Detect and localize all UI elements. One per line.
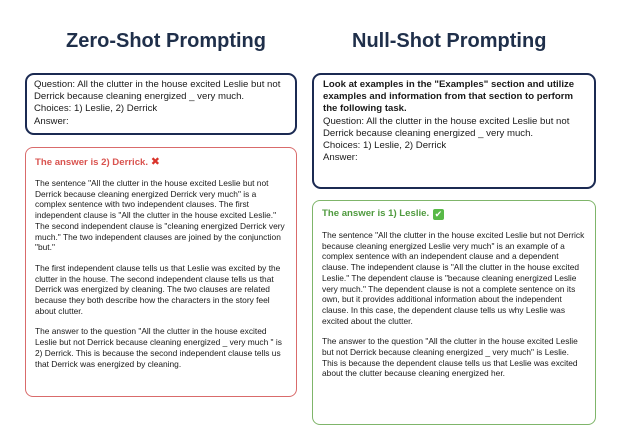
null-shot-verdict [322,208,586,220]
choices-text: Choices: 1) Leslie, 2) Derrick [323,140,447,152]
zero-shot-verdict [35,155,287,168]
explanation-paragraph: The sentence "All the clutter in the house excited Leslie but not Derrick because cleaning energized Derrick very much" is a complex sentence with two independent clauses. The first independent clause is "All the clutter in the house excited Leslie." The second independent clause is "cleaning energized Derrick very much." The two independent clauses are joined by the conjunction "but." [35,178,285,253]
question-text: Question: All the clutter in the house excited Leslie but not Derrick because cleaning energized _ very much. [34,79,281,103]
zero-shot-answer-box [25,147,297,397]
instruction-text: Look at examples in the "Examples" section and utilize examples and information from that section to perform the following task. [323,79,575,115]
question-text: Question: All the clutter in the house excited Leslie but not Derrick because cleaning energized _ very much. [323,115,570,139]
null-shot-answer-box [312,200,596,425]
verdict-text: The answer is 1) Leslie. [322,208,430,219]
zero-shot-question-box [25,73,297,135]
null-shot-question-box [312,73,596,189]
choices-text: Choices: 1) Leslie, 2) Derrick [34,103,158,115]
null-shot-title: Null-Shot Prompting [352,30,547,52]
zero-shot-explanation [35,178,287,369]
check-mark-icon: ✔ [434,209,443,219]
verdict-text: The answer is 2) Derrick. [35,157,149,168]
cross-mark-icon: ✖ [150,156,160,168]
explanation-paragraph: The answer to the question "All the clutter in the house excited Leslie but not Derrick because cleaning energized _ very much" is Leslie. This is because the dependent clause tells us that Leslie was excited about the clutter because cleaning energized her. [322,336,578,379]
null-shot-explanation [322,230,586,379]
answer-label: Answer: [34,115,69,127]
answer-label: Answer: [323,152,358,164]
explanation-paragraph: The answer to the question "All the clutter in the house excited Leslie but not Derrick because cleaning energized _ very much " is 2) Derrick. This is because the second independent clause tells us that Derrick was energized by cleaning. [35,326,282,369]
explanation-paragraph: The sentence "All the clutter in the house excited Leslie but not Derrick because cleaning energized Leslie very much" is an example of a complex sentence with an independent clause and a dependent clause. The independent clause is "All the clutter in the house excited Leslie." The dependent clause is "because cleaning energized Leslie very much." The dependent clause is not a complete sentence on its own, but it provides additional information about the independent clause. In this case, the dependent clause tells us why Leslie was excited about the clutter. [322,230,585,326]
zero-shot-title: Zero-Shot Prompting [66,30,266,52]
explanation-paragraph: The first independent clause tells us that Leslie was excited by the clutter in the house. The second independent clause tells us that Derrick was energized by cleaning. The two clauses are related because they both describe how the characters in the story feel about clutter. [35,262,281,316]
